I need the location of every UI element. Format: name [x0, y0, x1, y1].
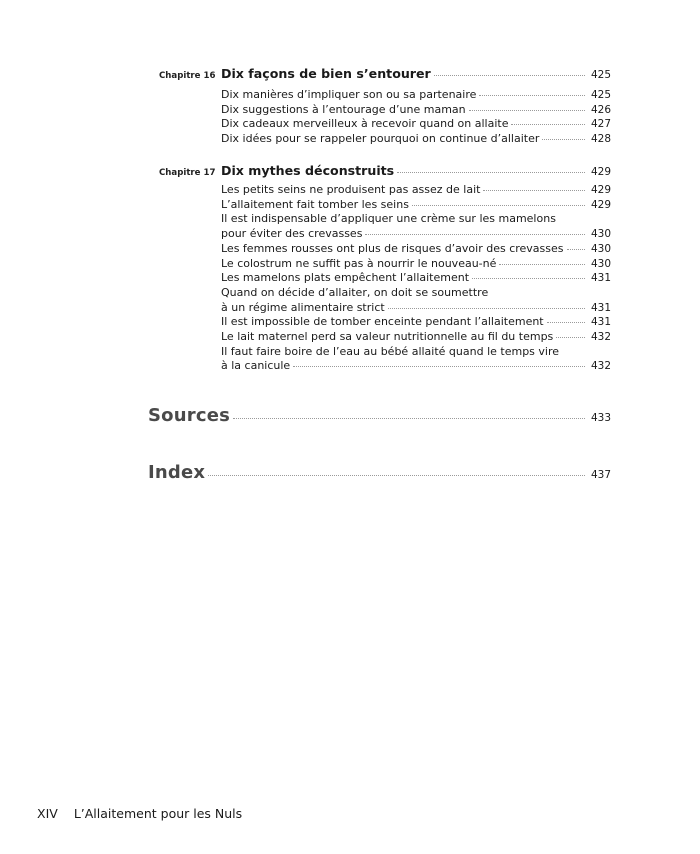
leader-dots: [499, 264, 585, 265]
toc-section-index[interactable]: [148, 462, 611, 483]
page-number: 425: [590, 89, 611, 101]
page-number: 429: [590, 166, 611, 178]
leader-dots: [365, 234, 585, 235]
toc-entry[interactable]: [221, 117, 611, 132]
entry-text: Dix manières d’impliquer son ou sa partenaire: [221, 88, 477, 101]
entry-text-line1: Il est indispensable d’appliquer une crème sur les mamelons: [221, 212, 556, 226]
leader-dots: [567, 249, 585, 250]
entry-text-line1: Il faut faire boire de l’eau au bébé allaité quand le temps vire: [221, 344, 560, 358]
chapter-title: Dix mythes déconstruits: [221, 163, 395, 178]
leader-dots: [208, 475, 585, 476]
toc-section-sources[interactable]: [148, 405, 611, 426]
toc-entry[interactable]: [221, 183, 611, 198]
leader-dots: [434, 75, 585, 76]
page-number-roman: XIV: [37, 806, 58, 821]
entry-text: Le lait maternel perd sa valeur nutritionnelle au fil du temps: [221, 330, 554, 343]
toc-entry[interactable]: [221, 88, 611, 103]
page-number: 429: [590, 198, 611, 211]
page-number: 426: [590, 103, 611, 116]
book-title: L’Allaitement pour les Nuls: [73, 806, 243, 821]
entry-text: Le colostrum ne suffit pas à nourrir le nouveau-né: [221, 256, 497, 270]
leader-dots: [472, 278, 585, 279]
entry-text: à un régime alimentaire strict: [221, 300, 385, 314]
leader-dots: [397, 172, 585, 173]
toc-entry[interactable]: [221, 345, 611, 374]
entry-text-line1: Quand on décide d’allaiter, on doit se soumettre: [221, 285, 489, 299]
entry-text: L’allaitement fait tomber les seins: [221, 197, 409, 211]
entry-text: Dix cadeaux merveilleux à recevoir quand on allaite: [221, 117, 509, 131]
leader-dots: [479, 95, 585, 96]
section-title: Index: [148, 462, 206, 483]
leader-dots: [412, 205, 585, 206]
leader-dots: [542, 139, 585, 140]
page-footer: [37, 806, 242, 821]
page-number: 428: [590, 133, 611, 146]
leader-dots: [293, 366, 585, 367]
leader-dots: [469, 110, 585, 111]
section-title: Sources: [148, 405, 231, 426]
leader-dots: [388, 308, 585, 309]
page-number: 429: [590, 184, 611, 196]
entry-text: Les mamelons plats empêchent l’allaitement: [221, 271, 470, 285]
entry-text: Les petits seins ne produisent pas assez de lait: [221, 183, 481, 196]
chapter-17-label: Chapitre 17: [159, 168, 216, 178]
page-number: 433: [590, 412, 611, 424]
page-number: 431: [590, 301, 611, 314]
entry-text: Dix idées pour se rappeler pourquoi on continue d’allaiter: [221, 132, 540, 146]
entry-text: Dix suggestions à l’entourage d’une maman: [221, 102, 466, 116]
chapter-title: Dix façons de bien s’entourer: [221, 66, 431, 81]
toc-entry[interactable]: [221, 198, 611, 213]
chapter-17-heading[interactable]: [221, 164, 611, 180]
entry-text: pour éviter des crevasses: [221, 227, 363, 241]
chapter-16-label: Chapitre 16: [159, 71, 216, 81]
leader-dots: [511, 124, 585, 125]
leader-dots: [483, 190, 585, 191]
page-number: 425: [590, 69, 611, 81]
leader-dots: [233, 418, 585, 419]
toc-entry[interactable]: [221, 212, 611, 241]
leader-dots: [556, 337, 585, 338]
page-number: 432: [590, 360, 611, 373]
toc-entry[interactable]: [221, 242, 611, 257]
toc-entry[interactable]: [221, 271, 611, 286]
page-number: 430: [590, 242, 611, 255]
chapter-16-heading[interactable]: [221, 67, 611, 83]
toc-entry[interactable]: [221, 257, 611, 272]
entry-text: à la canicule: [221, 359, 291, 373]
entry-text: Il est impossible de tomber enceinte pendant l’allaitement: [221, 315, 544, 329]
page-number: 437: [590, 469, 611, 481]
toc-entry[interactable]: [221, 103, 611, 118]
toc-entry[interactable]: [221, 330, 611, 345]
leader-dots: [547, 322, 585, 323]
page-number: 430: [590, 257, 611, 270]
page-number: 427: [590, 118, 611, 131]
page-number: 432: [590, 331, 611, 343]
page-number: 431: [590, 316, 611, 329]
page-number: 430: [590, 228, 611, 241]
page-number: 431: [590, 272, 611, 285]
toc-entry[interactable]: [221, 315, 611, 330]
toc-entry[interactable]: [221, 132, 611, 147]
entry-text: Les femmes rousses ont plus de risques d’avoir des crevasses: [221, 241, 564, 255]
toc-entry[interactable]: [221, 286, 611, 315]
